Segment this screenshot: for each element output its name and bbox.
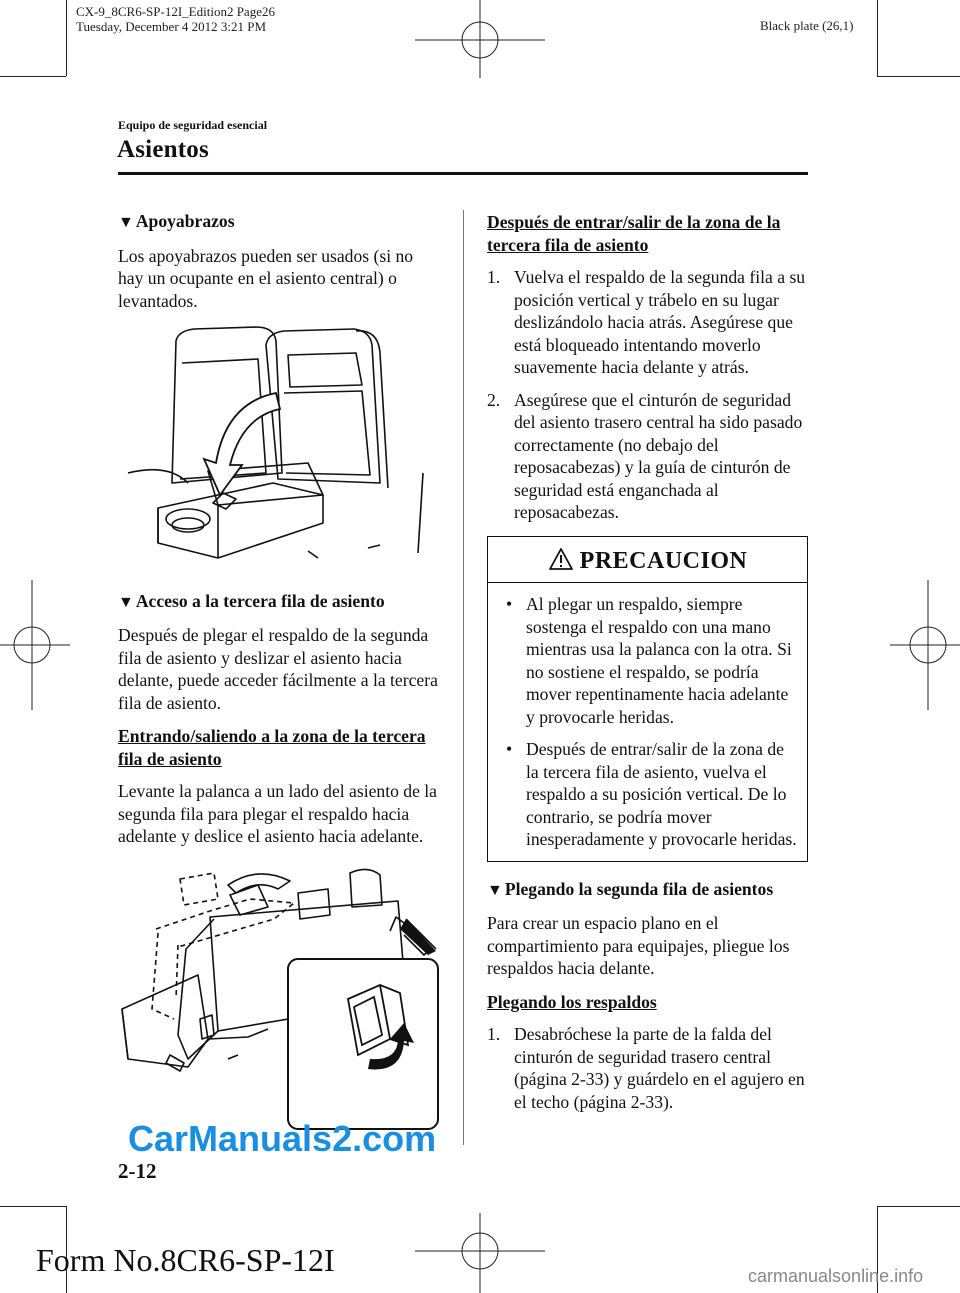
triangle-bullet-icon: ▼ [118, 214, 134, 231]
access-subtext: Levante la palanca a un lado del asiento de la segunda fila para plegar el respaldo hacia adelante y deslice el asiento hacia adelante. [118, 781, 437, 846]
title-rule [118, 172, 808, 175]
step-number: 1. [487, 1024, 501, 1044]
watermark-site: carmanualsonline.info [748, 1266, 924, 1286]
print-header-line2: Tuesday, December 4 2012 3:21 PM [76, 19, 267, 34]
crop-mark [66, 0, 67, 76]
registration-mark-top [415, 0, 545, 78]
step-number: 2. [487, 389, 501, 410]
armrest-heading: ▼ Apoyabrazos [118, 211, 235, 231]
registration-mark-bottom [415, 1213, 545, 1293]
warning-icon [548, 547, 574, 571]
registration-mark-right [890, 580, 960, 710]
print-header-file [76, 4, 275, 34]
triangle-bullet-icon: ▼ [487, 881, 503, 899]
caution-item: • Después de entrar/salir de la zona de la tercera fila de asiento, vuelva el respaldo a su posición vertical. De lo contrario, se podría mover inesperadamente y provocarle heridas. [506, 739, 797, 849]
caution-box [487, 536, 808, 862]
caution-title: PRECAUCION [488, 537, 807, 584]
step-text: Vuelva el respaldo de la segunda fila a su posición vertical y trábelo en su lugar deslizándolo hacia atrás. Asegúrese que está bloqueado intentando moverlo suavemente hacia delante y atrás. [514, 267, 806, 377]
crop-mark [877, 1206, 960, 1207]
bullet-icon: • [506, 739, 513, 759]
registration-mark-left [0, 580, 70, 710]
print-header-line1: CX-9_8CR6-SP-12I_Edition2 Page26 [76, 4, 275, 19]
folding-text: Para crear un espacio plano en el compartimiento para equipajes, pliegue los respaldos hacia delante. [487, 913, 790, 978]
step-text: Desabróchese la parte de la falda del cinturón de seguridad trasero central (página 2-33) y guárdelo en el agujero en el techo (página 2-33). [514, 1024, 805, 1112]
step-text: Asegúrese que el cinturón de seguridad del asiento trasero central ha sido pasado correctamente (no debajo del reposacabezas) y la guía de cinturón de seguridad está enganchada al reposacabezas. [514, 389, 803, 522]
list-item [487, 266, 808, 379]
right-column [487, 211, 808, 1125]
left-column [118, 210, 440, 1160]
access-subheading: Entrando/saliendo a la zona de la tercera fila de asiento [118, 726, 426, 769]
seat-lever-illustration [118, 859, 440, 1145]
armrest-illustration [118, 323, 440, 574]
column-divider [463, 210, 464, 1145]
crop-mark [0, 76, 66, 77]
caution-item: • Al plegar un respaldo, siempre sostenga el respaldo con una mano mientras usa la palanca con la otra. Si no sostiene el respaldo, se podría mover repentinamente hacia adelante y provocarle heridas. [506, 594, 792, 727]
folding-subheading: Plegando los respaldos [487, 991, 657, 1012]
step-number: 1. [487, 267, 501, 287]
form-number: Form No.8CR6-SP-12I [36, 1242, 335, 1278]
after-steps [487, 266, 808, 524]
folding-heading: ▼ Plegando la segunda fila de asientos [487, 878, 774, 899]
triangle-bullet-icon: ▼ [118, 593, 134, 611]
after-subheading: Después de entrar/salir de la zona de la tercera fila de asiento [487, 212, 781, 255]
bullet-icon: • [506, 594, 513, 614]
crop-mark [0, 1206, 66, 1207]
list-item [487, 389, 808, 524]
list-item [487, 1023, 808, 1113]
page-title: Asientos [117, 136, 209, 163]
access-heading: ▼ Acceso a la tercera fila de asiento [118, 590, 385, 611]
folding-steps [487, 1023, 808, 1113]
access-text: Después de plegar el respaldo de la segunda fila de asiento y deslizar el asiento hacia delante, puede acceder fácilmente a la tercera fila de asiento. [118, 625, 438, 713]
section-label: Equipo de seguridad esencial [118, 118, 268, 132]
watermark-logo: CarManuals2.com [128, 1118, 437, 1159]
page-number: 2-12 [118, 1159, 157, 1183]
crop-mark [877, 0, 878, 76]
armrest-text: Los apoyabrazos pueden ser usados (si no hay un ocupante en el asiento central) o levantados. [118, 245, 414, 311]
print-header-plate: Black plate (26,1) [760, 18, 854, 33]
crop-mark [877, 76, 960, 77]
